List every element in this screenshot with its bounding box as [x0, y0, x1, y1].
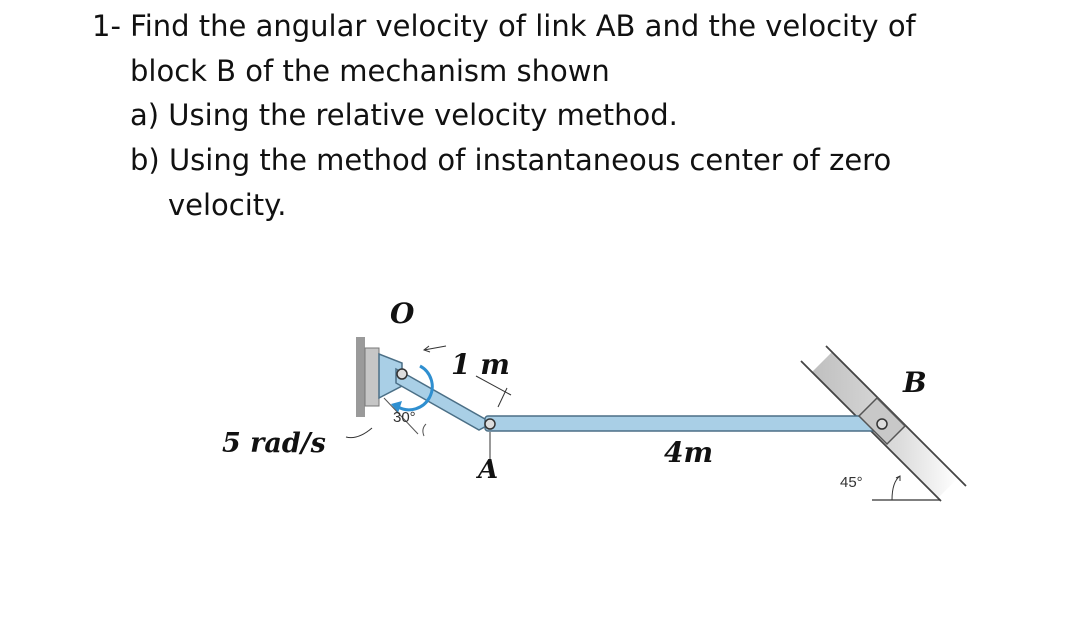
angle-30-arc: [423, 424, 426, 436]
label-angle-45: 45°: [840, 474, 863, 491]
label-o: O: [390, 297, 415, 330]
question-line-1: 1- Find the angular velocity of link AB and the velocity of: [92, 9, 916, 43]
label-angle-30: 30°: [393, 409, 416, 426]
link-ab: [485, 416, 888, 431]
pin-o: [397, 369, 407, 379]
question-part-a: a) Using the relative velocity method.: [130, 98, 678, 132]
omega-leader-line: [346, 428, 372, 438]
label-b: B: [903, 366, 927, 399]
label-a: A: [478, 455, 499, 485]
angle-45-arc: [892, 476, 900, 500]
label-oa-length: 1 m: [451, 348, 510, 381]
pin-b: [877, 419, 887, 429]
question-part-b-cont: velocity.: [168, 188, 287, 222]
question-part-b: b) Using the method of instantaneous center of zero: [130, 143, 892, 177]
question-line-2: block B of the mechanism shown: [130, 54, 610, 88]
label-omega: 5 rad/s: [222, 428, 326, 459]
pin-a: [485, 419, 495, 429]
label-ab-length: 4m: [664, 436, 714, 469]
